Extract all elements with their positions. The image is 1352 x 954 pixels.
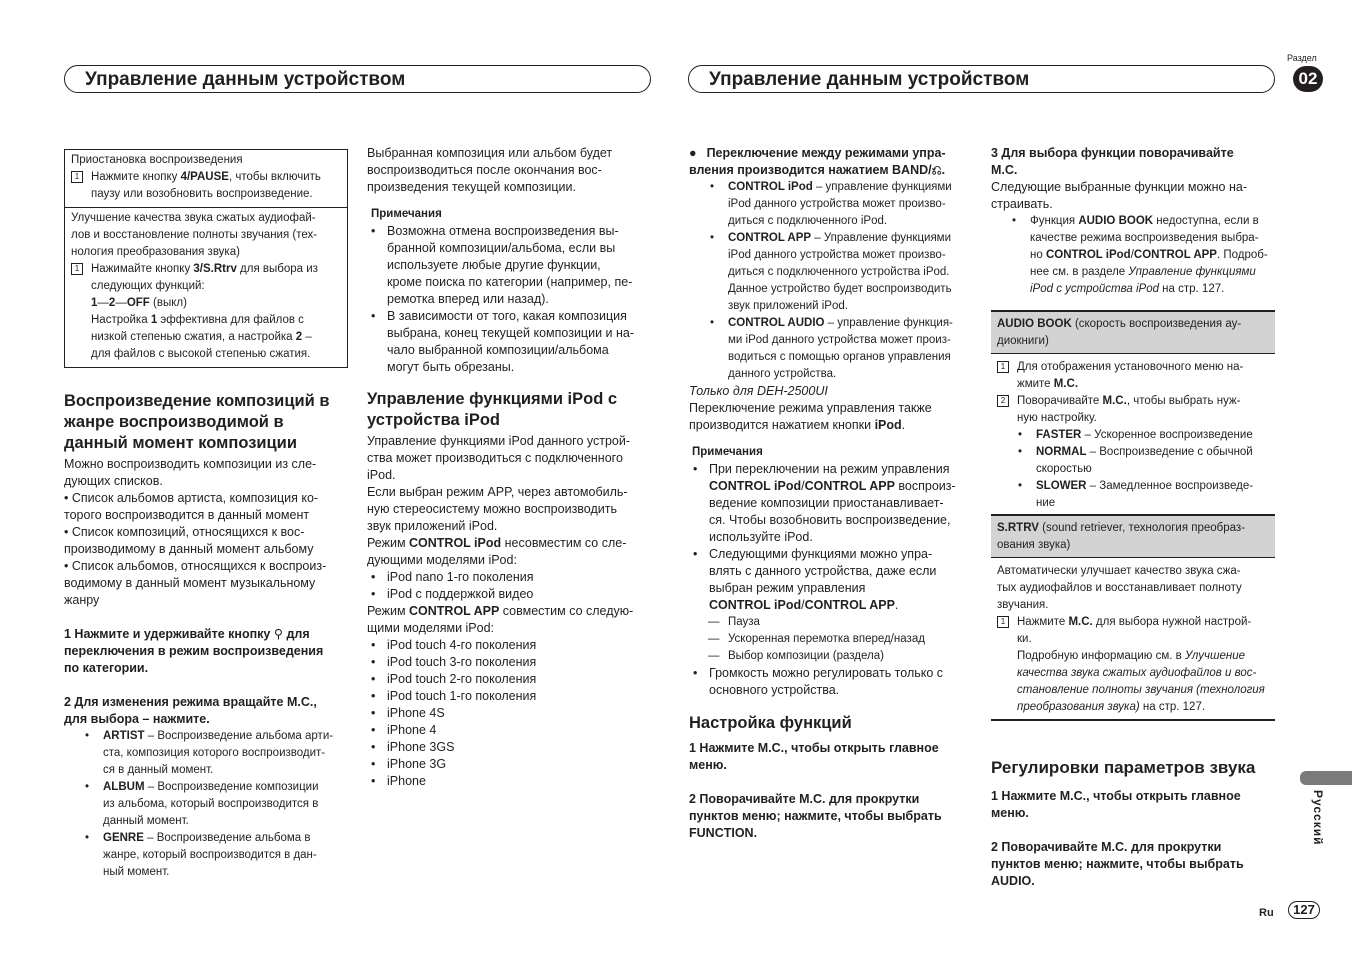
- genre-body: Можно воспроизводить композиции из сле- дующих списков. • Список альбомов артиста, композиция ко- торого воспроизводится в данный момент • Список композиций, относящихся к вос- производимому в данный момент альбому • Список альбомов, относящихся к воспроиз- водимому в данный момент музыкальному жанру: [64, 457, 327, 607]
- list-item: • iPod touch 1-го поколения: [367, 688, 657, 705]
- list-item: • При переключении на режим управления CONTROL iPod/CONTROL APP воспроиз- ведение композиции приостанавливает- ся. Чтобы возобновить воспроизведение, используйте iPod.: [689, 461, 974, 546]
- audio-book-header: AUDIO BOOK (скорость воспроизведения ау- диокниги): [991, 310, 1275, 353]
- srtrv-section: Улучшение качества звука сжатых аудиофай- лов и восстановление полноты звучания (тех- нология преобразования звука) 1 Нажимайте кнопку 3/S.Rtrv для выбора из следующих функций: 1—2—OFF (выкл) Настройка 1 эффективна для файлов с низкой степенью сжатия, а настройка 2 – для файлов с высокой степенью сжатия.: [65, 207, 347, 367]
- list-item: • Функция AUDIO BOOK недоступна, если в качестве режима воспроизведения выбра- но CONTROL iPod/CONTROL APP. Подроб- нее см. в разделе Управление функциями iPod с устройства iPod на стр. 127.: [991, 213, 1275, 298]
- language-label: Русский: [1311, 790, 1325, 846]
- function-table: [64, 149, 348, 368]
- list-item: — Ускоренная перемотка вперед/назад: [689, 631, 974, 648]
- list-item: • iPod с поддержкой видео: [367, 586, 657, 603]
- audio-step-1: 1 Нажмите M.C., чтобы открыть главное меню.: [991, 789, 1241, 820]
- functions-step-1: 1 Нажмите M.C., чтобы открыть главное меню.: [689, 741, 939, 772]
- list-item: • CONTROL AUDIO – управление функция- ми iPod данного устройства может произ- водиться с помощью органов управления данного устройства.: [689, 315, 974, 383]
- list-item: • iPhone 3G: [367, 756, 657, 773]
- list-item: — Выбор композиции (раздела): [689, 648, 974, 665]
- ipod-heading: Управление функциями iPod с устройства iPod: [367, 390, 618, 429]
- pause-section: [65, 150, 347, 207]
- column-3: ● Переключение между режимами упра- вления производится нажатием BAND/⎌. • CONTROL iPod – управление функциями iPod данного устройства может произво- диться с подключенного iPod. • CONTROL APP – Управление функциями iPod данного устройства может произво- диться с подключенного устройства iPod. Данное устройство будет воспроизводить звук приложений iPod. • CONTROL AUDIO – управление функция- ми iPod данного устройства может произ- водиться с помощью органов управления данного устройства. Только для DEH-2500UI Переключение режима управления также производится нажатием кнопки iPod. Примечания • При переключении на режим управления CONTROL iPod/CONTROL APP воспроиз- ведение композиции приостанавливает- ся. Чтобы возобновить воспроизведение, используйте iPod. • Следующими функциями можно упра- влять с данного устройства, даже если выбран режим управления CONTROL iPod/CONTROL APP. — Пауза — Ускоренная перемотка вперед/назад — Выбор композиции (раздела) • Громкость можно регулировать только с основного устройства. Настройка функций 1 Нажмите M.C., чтобы открыть главное меню. 2 Поворачивайте M.C. для прокрутки пунктов меню; нажмите, чтобы выбрать FUNCTION.: [689, 145, 974, 842]
- genre-step-1: 1 Нажмите и удерживайте кнопку ⚲ для переключения в режим воспроизведения по категории.: [64, 627, 324, 675]
- ipod-body: Управление функциями iPod данного устрой- ства может производиться с подключенного iPod. Если выбран режим APP, через автомобиль- ную стереосистему можно воспроизводить звук приложений iPod. Режим CONTROL iPod несовместим со сле- дующими моделями iPod:: [367, 434, 631, 567]
- step-number: 1: [71, 171, 83, 183]
- column-4: 3 Для выбора функции поворачивайте M.C. Следующие выбранные функции можно на- страивать. • Функция AUDIO BOOK недоступна, если в качестве режима воспроизведения выбра- но CONTROL iPod/CONTROL APP. Подроб- нее см. в разделе Управление функциями iPod с устройства iPod на стр. 127.: [991, 145, 1275, 298]
- notes-heading: Примечания: [692, 446, 763, 458]
- list-item: • iPod touch 3-го поколения: [367, 654, 657, 671]
- genre-heading: Воспроизведение композиций в жанре воспроизводимой в данный момент композиции: [64, 392, 330, 452]
- list-item: • Громкость можно регулировать только с основного устройства.: [689, 665, 974, 699]
- audio-section: [991, 757, 1281, 890]
- step-number: 2: [997, 395, 1009, 407]
- list-item: — Пауза: [689, 614, 974, 631]
- audio-step-2: 2 Поворачивайте M.C. для прокрутки пунктов меню; нажмите, чтобы выбрать AUDIO.: [991, 840, 1244, 888]
- list-item: • ARTIST – Воспроизведение альбома арти- ста, композиция которого воспроизводит- ся в данный момент.: [64, 728, 354, 779]
- step-number: 1: [71, 263, 83, 275]
- section-title-left: Управление данным устройством: [64, 65, 651, 93]
- step-number: 1: [997, 616, 1009, 628]
- list-item: • В зависимости от того, какая композиция выбрана, конец текущей композиции и на- чало выбранной композиции/альбома могут быть обрезаны.: [367, 308, 657, 376]
- pause-title: Приостановка воспроизведения: [71, 154, 243, 166]
- functions-step-3: 3 Для выбора функции поворачивайте M.C.: [991, 146, 1234, 177]
- srtrv-header: S.RTRV (sound retriever, технология преобраз- ования звука): [991, 514, 1275, 557]
- list-item: • SLOWER – Замедленное воспроизведе- ние: [997, 478, 1269, 512]
- functions-step-2: 2 Поворачивайте M.C. для прокрутки пунктов меню; нажмите, чтобы выбрать FUNCTION.: [689, 792, 942, 840]
- list-item: • iPod touch 2-го поколения: [367, 671, 657, 688]
- list-item: • Следующими функциями можно упра- влять с данного устройства, даже если выбран режим управления CONTROL iPod/CONTROL APP.: [689, 546, 974, 614]
- section-title-right: Управление данным устройством: [688, 65, 1275, 93]
- list-item: • NORMAL – Воспроизведение с обычной скоростью: [997, 444, 1269, 478]
- list-item: • iPhone 4S: [367, 705, 657, 722]
- audio-book-table: AUDIO BOOK (скорость воспроизведения ау- диокниги) 1 Для отображения установочного меню на- жмите M.C. 2 Поворачивайте M.C., чтобы выбрать нуж- ную настройку. • FASTER – Ускоренное воспроизведение • NORMAL – Воспроизведение с обычной скоростью • SLOWER – Замедленное воспроизведе- ние S.RTRV (sound retriever, технология преобраз- ования звука) Автоматически улучшает качество звука сжа- тых аудиофайлов и восстанавливает полноту звучания. 1 Нажмите M.C. для выбора нужной настрой- ки. Подробную информацию см. в Улучшение качества звука сжатых аудиофайлов и вос- становление полноты звучания (технология преобразования звука) на стр. 127.: [991, 310, 1275, 721]
- list-item: • GENRE – Воспроизведение альбома в жанре, который воспроизводится в дан- ный момент.: [64, 830, 354, 881]
- list-item: • iPhone: [367, 773, 657, 790]
- list-item: • Возможна отмена воспроизведения вы- бранной композиции/альбома, если вы используете любые другие функции, кроме поиска по категории (например, пе- ремотка вперед или назад).: [367, 223, 657, 308]
- list-item: • iPhone 3GS: [367, 739, 657, 756]
- list-item: • CONTROL APP – Управление функциями iPod данного устройства может произво- диться с подключенного устройства iPod. Данное устройство будет воспроизводить звук приложений iPod.: [689, 230, 974, 315]
- genre-step-2: 2 Для изменения режима вращайте M.C., для выбора – нажмите.: [64, 695, 317, 726]
- list-item: • iPod touch 4-го поколения: [367, 637, 657, 654]
- pause-step: 1 Нажмите кнопку 4/PAUSE, чтобы включить: [71, 169, 341, 186]
- language-tab: [1300, 771, 1352, 785]
- pause-step-cont: паузу или возобновить воспроизведение.: [91, 188, 313, 200]
- list-item: • CONTROL iPod – управление функциями iPod данного устройства может произво- диться с подключенного iPod.: [689, 179, 974, 230]
- column-2: Выбранная композиция или альбом будет воспроизводиться после окончания вос- произведения текущей композиции. Примечания • Возможна отмена воспроизведения вы- бранной композиции/альбома, если вы используете любые другие функции, кроме поиска по категории (например, пе- ремотка вперед или назад). • В зависимости от того, какая композиция выбрана, конец текущей композиции и на- чало выбранной композиции/альбома могут быть обрезаны. Управление функциями iPod с устройства iPod Управление функциями iPod данного устрой- ства может производиться с подключенного iPod. Если выбран режим APP, через автомобиль- ную стереосистему можно воспроизводить звук приложений iPod. Режим CONTROL iPod несовместим со сле- дующими моделями iPod: • iPod nano 1-го поколения • iPod с поддержкой видео Режим CONTROL APP совместим со следую- щими моделями iPod: • iPod touch 4-го поколения • iPod touch 3-го поколения • iPod touch 2-го поколения • iPod touch 1-го поколения • iPhone 4S • iPhone 4 • iPhone 3GS • iPhone 3G • iPhone: [367, 145, 657, 790]
- functions-heading: Настройка функций: [689, 714, 852, 732]
- language-code: Ru: [1259, 907, 1274, 919]
- list-item: • iPod nano 1-го поколения: [367, 569, 657, 586]
- srtrv-step: 1 Нажимайте кнопку 3/S.Rtrv для выбора из: [71, 261, 341, 278]
- genre-options: [64, 728, 354, 881]
- page-number: 127: [1288, 901, 1320, 919]
- intro-paragraph: Выбранная композиция или альбом будет воспроизводиться после окончания вос- произведения текущей композиции.: [367, 146, 613, 194]
- list-item: • FASTER – Ускоренное воспроизведение: [997, 427, 1269, 444]
- mode-switch-title: ● Переключение между режимами упра- вления производится нажатием BAND/⎌.: [689, 146, 946, 177]
- list-item: • ALBUM – Воспроизведение композиции из альбома, который воспроизводится в данный момент.: [64, 779, 354, 830]
- model-note: Только для DEH-2500UI: [689, 384, 828, 398]
- band-icon: ⎌: [931, 163, 942, 177]
- step-number: 1: [997, 361, 1009, 373]
- section-number-badge: 02: [1293, 66, 1323, 92]
- section-label: Раздел: [1287, 53, 1317, 63]
- genre-section: [64, 391, 354, 881]
- list-item: • iPhone 4: [367, 722, 657, 739]
- search-icon: ⚲: [273, 627, 283, 641]
- notes-heading: Примечания: [371, 208, 442, 220]
- audio-heading: Регулировки параметров звука: [991, 758, 1256, 777]
